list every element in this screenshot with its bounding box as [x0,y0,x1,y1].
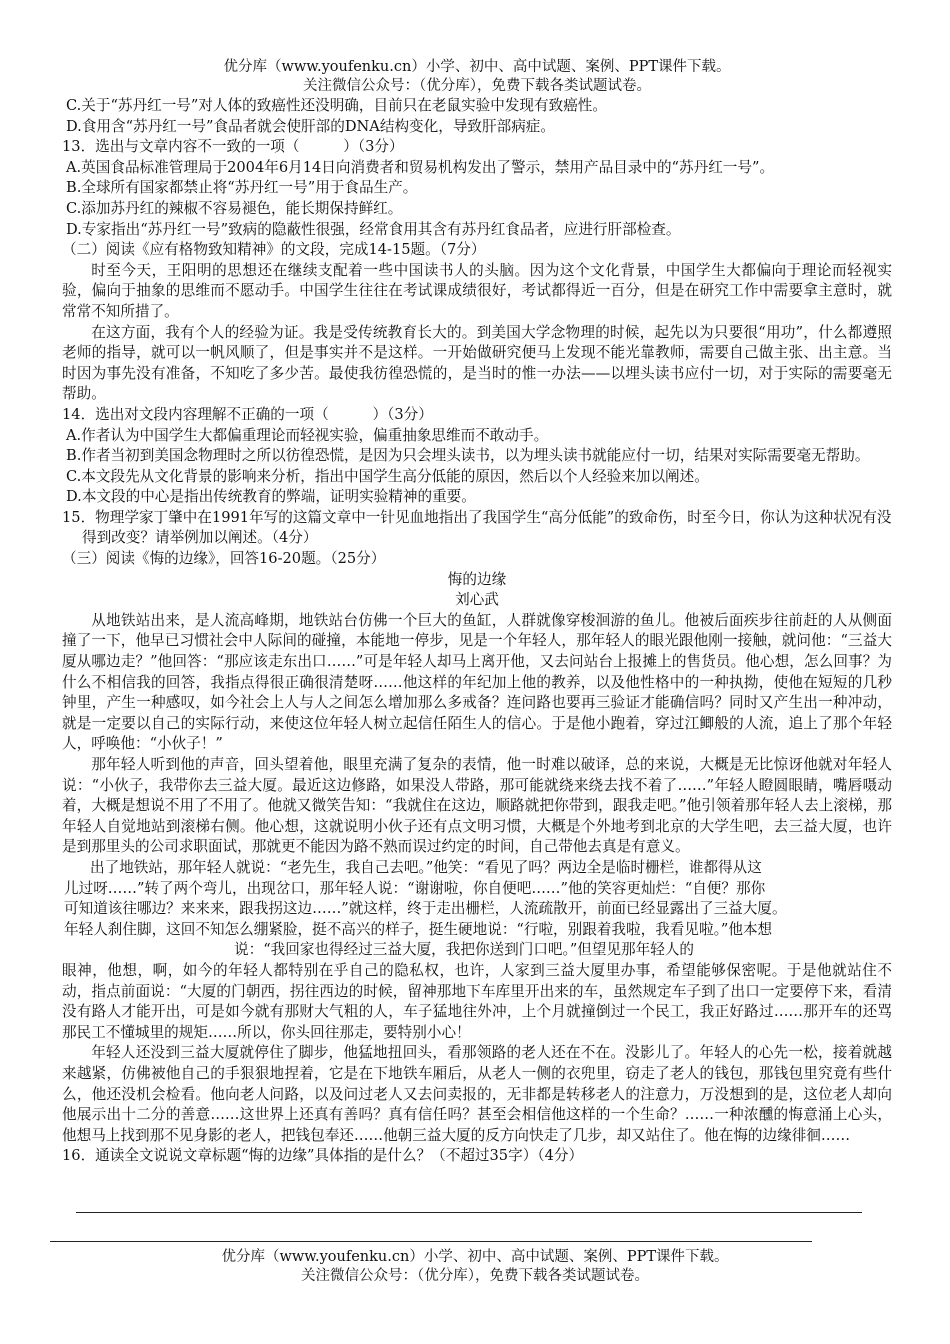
q12-option-c: C.关于“苏丹红一号”对人体的致癌性还没明确，目前只在老鼠实验中发现有致癌性。 [66,97,607,114]
article-paragraph-3-line-2: 儿过呀……”转了两个弯儿，出现岔口，那年轻人说：“谢谢啦，你自便吧……”他的笑容更灿烂：“自便？那你 [64,879,766,897]
q13-option-d: D.专家指出“苏丹红一号”致病的隐蔽性很强，经常食用其含有苏丹红食品者，应进行肝部检查。 [66,220,681,238]
page-content [62,58,892,1167]
article-paragraph-3-line-4: 年轻人刹住脚，这回不知怎么绷紧脸，挺不高兴的样子，挺生硬地说：“行啦，别跟着我啦，我看见啦。”他本想 [64,920,773,938]
article-paragraph-3-line-5: 说：“我回家也得经过三益大厦，我把你送到门口吧。”但望见那年轻人的 [234,941,695,959]
q14-option-c: C.本文段先从文化背景的影响来分析，指出中国学生高分低能的原因，然后以个人经验来加以阐述。 [66,467,709,485]
article-paragraph-3-rest: 眼神，他想，啊，如今的年轻人都特别在乎自己的隐私权，也许，人家到三益大厦里办事，希望能够保密呢。于是他就站住不动，指点前面说：“大厦的门朝西，拐往西边的时候，留神那地下车库里开出来的车，虽然规定车子到了出口一定要停下来，看清没有路人才能开出，可是如今就有那财大气粗的人，车子猛地往外冲，上个月就撞倒过一个民工，我正好路过……那开车的还骂那民工不懂城里的规矩……所以，你头回往那走，要特别小心！ [62,961,892,1041]
q13-stem: 13．选出与文章内容不一致的一项（ ）（3分） [62,138,404,156]
q13-option-a: A.英国食品标准管理局于2004年6月14日向消费者和贸易机构发出了警示，禁用产品目录中的“苏丹红一号”。 [66,158,775,176]
article-title: 悔的边缘 [447,570,507,588]
answer-line [76,1212,862,1213]
article-author: 刘心武 [455,591,499,609]
q15-stem: 15．物理学家丁肇中在1991年写的这篇文章中一针见血地指出了我国学生“高分低能”的致命伤，时至今日，你认为这种状况有没得到改变？请举例加以阐述。（4分） [62,508,892,547]
page-header [62,58,892,96]
section-2-paragraph-2: 在这方面，我有个人的经验为证。我是受传统教育长大的。到美国大学念物理的时候，起先以为只要很“用功”，什么都遵照老师的指导，就可以一帆风顺了，但是事实并不是这样。一开始做研究便马上发现不能光靠教师，需要自己做主张、出主意。当时因为事先没有准备，不知吃了多少苦。最使我彷徨恐慌的，是当时的惟一办法——以埋头读书应付一切，对于实际的需要毫无帮助。 [62,323,892,403]
q16-stem: 16．通读全文说说文章标题“悔的边缘”具体指的是什么？（不超过35字）（4分） [62,1147,584,1165]
page-footer [0,1248,950,1286]
article-paragraph-2: 那年轻人听到他的声音，回头望着他，眼里充满了复杂的表情，他一时难以破译，总的来说，大概是无比惊讶他就对年轻人说：“小伙子，我带你去三益大厦。最近这边修路，如果没人带路，那可能就绕来绕去找不着了……”年轻人瞪圆眼睛，嘴唇嗫动着，大概是想说不用了不用了。他就又微笑告知：“我就住在这边，顺路就把你带到，跟我走吧。”他引领着那年轻人去上滚梯，那年轻人自觉地站到滚梯右侧。他心想，这就说明小伙子还有点文明习惯，大概是个外地考到北京的大学生吧，去三益大厦，也许是到那里头的公司求职面试，那就更不能因为路不熟而误过约定的时间，自己带他去真是有意义。 [62,756,892,856]
section-2-paragraph-1: 时至今天，王阳明的思想还在继续支配着一些中国读书人的头脑。因为这个文化背景，中国学生大都偏向于理论而轻视实验，偏向于抽象的思维而不愿动手。中国学生往往在考试课成绩很好，考试都得近一百分，但是在研究工作中需要拿主意时，就常常不知所措了。 [62,261,892,320]
document-body [62,96,892,1167]
q14-option-d: D.本文段的中心是指出传统教育的弊端，证明实验精神的重要。 [66,488,476,506]
article-paragraph-1: 从地铁站出来，是人流高峰期，地铁站台仿佛一个巨大的鱼缸，人群就像穿梭洄游的鱼儿。他被后面疾步往前赶的人从侧面撞了一下，他早已习惯社会中人际间的碰撞，本能地一停步，见是一个年轻人，那年轻人的眼光跟他刚一接触，就问他：“三益大厦从哪边走？”他回答：“那应该走东出口……”可是年轻人却马上离开他，又去问站台上报摊上的售货员。他心想，怎么回事？为什么不相信我的回答，我指点得很正确很清楚呀……他这样的年纪加上他的教养，以及他性格中的一种执拗，使他在短短的几秒钟里，产生一种感叹，如今社会上人与人之间怎么增加那么多戒备？连问路也要再三验证才能确信吗？同时又产生出一种冲动，就是一定要以自己的实际行动，来使这位年轻人树立起信任陌生人的信心。于是他小跑着，穿过江鲫般的人流，追上了那个年轻人，呼唤他：“小伙子！” [62,611,892,753]
q13-option-c: C.添加苏丹红的辣椒不容易褪色，能长期保持鲜红。 [66,199,403,217]
header-line-1: 优分库（www.youfenku.cn）小学、初中、高中试题、案例、PPT课件下载。 [223,59,731,75]
q12-option-d: D.食用含“苏丹红一号”食品者就会使肝部的DNA结构变化，导致肝部病症。 [66,117,555,135]
footer-divider [50,1241,812,1242]
article-paragraph-3-line-1: 出了地铁站，那年轻人就说：“老先生，我自己去吧。”他笑：“看见了吗？两边全是临时栅栏，谁都得从这 [90,858,762,876]
section-2-heading: （二）阅读《应有格物致知精神》的文段，完成14-15题。（7分） [62,241,486,259]
article-paragraph-3-line-3: 可知道该往哪边？来来来，跟我拐这边……”就这样，终于走出栅栏，人流疏散开，前面已经显露出了三益大厦。 [64,900,787,918]
q14-stem: 14．选出对文段内容理解不正确的一项（ ）（3分） [62,405,433,423]
header-line-2: 关注微信公众号：（优分库），免费下载各类试题试卷。 [303,78,651,94]
q14-option-b: B.作者当初到美国念物理时之所以彷徨恐慌，是因为只会埋头读书，以为埋头读书就能应付一切，结果对实际需要毫无帮助。 [66,447,870,465]
footer-line-1: 优分库（www.youfenku.cn）小学、初中、高中试题、案例、PPT课件下载。 [221,1249,729,1265]
article-paragraph-4: 年轻人还没到三益大厦就停住了脚步，他猛地扭回头，看那领路的老人还在不在。没影儿了。年轻人的心先一松，接着就越来越紧，仿佛被他自己的手狠狠地捏着，它是在下地铁车厢后，从老人一侧的衣兜里，窃走了老人的钱包，那钱包里究竟有些什么，他还没机会检看。他向老人问路，以及问过老人又去问卖报的，无非都是转移老人的注意力，万没想到的是，这位老人却向他展示出十二分的善意……这世界上还真有善吗？真有信任吗？甚至会相信他这样的一个生命？……一种浓醺的悔意涌上心头，他想马上找到那不见身影的老人，把钱包奉还……他朝三益大厦的反方向快走了几步，却又站住了。他在悔的边缘徘徊…… [62,1044,892,1144]
section-3-heading: （三）阅读《悔的边缘》，回答16-20题。（25分） [62,550,386,568]
footer-line-2: 关注微信公众号：（优分库），免费下载各类试题试卷。 [301,1268,649,1284]
q13-option-b: B.全球所有国家都禁止将“苏丹红一号”用于食品生产。 [66,179,418,197]
q14-option-a: A.作者认为中国学生大都偏重理论而轻视实验，偏重抽象思维而不敢动手。 [66,426,549,444]
